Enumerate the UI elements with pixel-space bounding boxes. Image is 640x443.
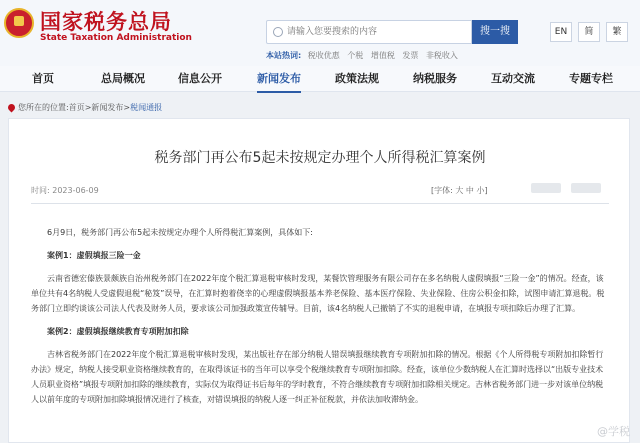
search-icon: [273, 27, 283, 37]
nav-news-release[interactable]: 新闻发布: [257, 66, 301, 92]
hot-word-link[interactable]: 发票: [402, 51, 419, 60]
search-box[interactable]: [266, 20, 472, 44]
case-heading: 案例2：虚假填报继续教育专项附加扣除: [47, 327, 189, 336]
hot-words: [266, 50, 463, 61]
article-paragraph: 云南省德宏傣族景颇族自治州税务部门在2022年度个税汇算退税审核时发现，某餐饮管理服务有限公司存在多名纳税人虚假填报“三险一金”的情况。经查，该单位共有4名纳税人受虚假退税“秘笈”误导，在汇算时抱着侥幸的心理虚假填报基本养老保险、基本医疗保险、失业保险、住房公积金扣除，试图申请汇算退税。税务部门立即约谈该公司法人代表及财务人员，要求该公司加强政策宣传辅导。目前，该4名纳税人已撤销了不实的退税申请，在填报专项扣除后办理了汇算。: [31, 274, 605, 313]
article-paragraph: 6月9日，税务部门再公布5起未按规定办理个人所得税汇算案例，具体如下:: [47, 228, 313, 237]
main-nav: [0, 66, 640, 92]
location-pin-icon: [7, 103, 17, 113]
case-heading: 案例1：虚假填报三险一金: [47, 251, 141, 260]
article-body: [31, 225, 609, 415]
nav-home[interactable]: 首页: [32, 72, 54, 85]
breadcrumb: 您所在的位置:首页>新闻发布>税闻通报: [8, 102, 162, 113]
article-card: [8, 118, 630, 443]
hot-word-link[interactable]: 税收优惠: [307, 51, 340, 60]
nav-overview[interactable]: 总局概况: [101, 72, 145, 85]
article-title: 税务部门再公布5起未按规定办理个人所得税汇算案例: [154, 150, 486, 166]
lang-en-button[interactable]: EN: [550, 22, 572, 42]
nav-taxpayer-service[interactable]: 纳税服务: [413, 72, 457, 85]
search-button[interactable]: 搜一搜: [472, 20, 518, 44]
lang-traditional-button[interactable]: 繁: [606, 22, 628, 42]
hot-word-link[interactable]: 增值税: [370, 51, 395, 60]
lang-simplified-button[interactable]: 简: [578, 22, 600, 42]
nav-policy-law[interactable]: 政策法规: [335, 72, 379, 85]
divider: [31, 203, 609, 204]
hot-words-label: 本站热词:: [266, 51, 302, 60]
breadcrumb-current[interactable]: 税闻通报: [130, 103, 163, 112]
nav-special-topics[interactable]: 专题专栏: [569, 72, 613, 85]
watermark: @学税: [597, 425, 630, 438]
nav-info-disclosure[interactable]: 信息公开: [178, 72, 222, 85]
font-size-control[interactable]: [字体: 大 中 小]: [431, 186, 488, 195]
article-meta: [31, 181, 609, 197]
site-subtitle: State Taxation Administration: [40, 33, 192, 43]
hot-word-link[interactable]: 个税: [347, 51, 364, 60]
article-paragraph: 吉林省税务部门在2022年度个税汇算退税审核时发现，某出版社存在部分纳税人错误填报继续教育专项附加扣除的情况。根据《个人所得税专项附加扣除暂行办法》规定，纳税人接受职业资格继续教育的，在取得该证书的当年可以享受个税继续教育专项附加扣除。经查，该单位少数纳税人在汇算时选择以“出版专业技术人员职业资格”填报专项附加扣除的继续教育，实际仅为取得证书后每年的学时教育，不符合继续教育专项附加扣除相关规定。吉林省税务部门进一步对该单位纳税人以前年度的专项附加扣除填报情况进行了核查，对错误填报的纳税人逐一纠正补征税款，并依法加收滞纳金。: [31, 350, 604, 404]
breadcrumb-home[interactable]: 首页: [68, 103, 85, 112]
site-header: [0, 0, 640, 66]
site-title[interactable]: 国家税务总局: [40, 10, 172, 34]
print-icon[interactable]: [571, 183, 601, 193]
hot-word-link[interactable]: 非税收入: [425, 51, 458, 60]
breadcrumb-news[interactable]: 新闻发布: [91, 103, 124, 112]
share-icon[interactable]: [531, 183, 561, 193]
article-time: 时间: 2023-06-09: [31, 186, 99, 195]
nav-interaction[interactable]: 互动交流: [491, 72, 535, 85]
search-input[interactable]: [287, 24, 467, 40]
breadcrumb-prefix: 您所在的位置:: [18, 103, 69, 112]
national-emblem-icon[interactable]: [4, 8, 34, 38]
